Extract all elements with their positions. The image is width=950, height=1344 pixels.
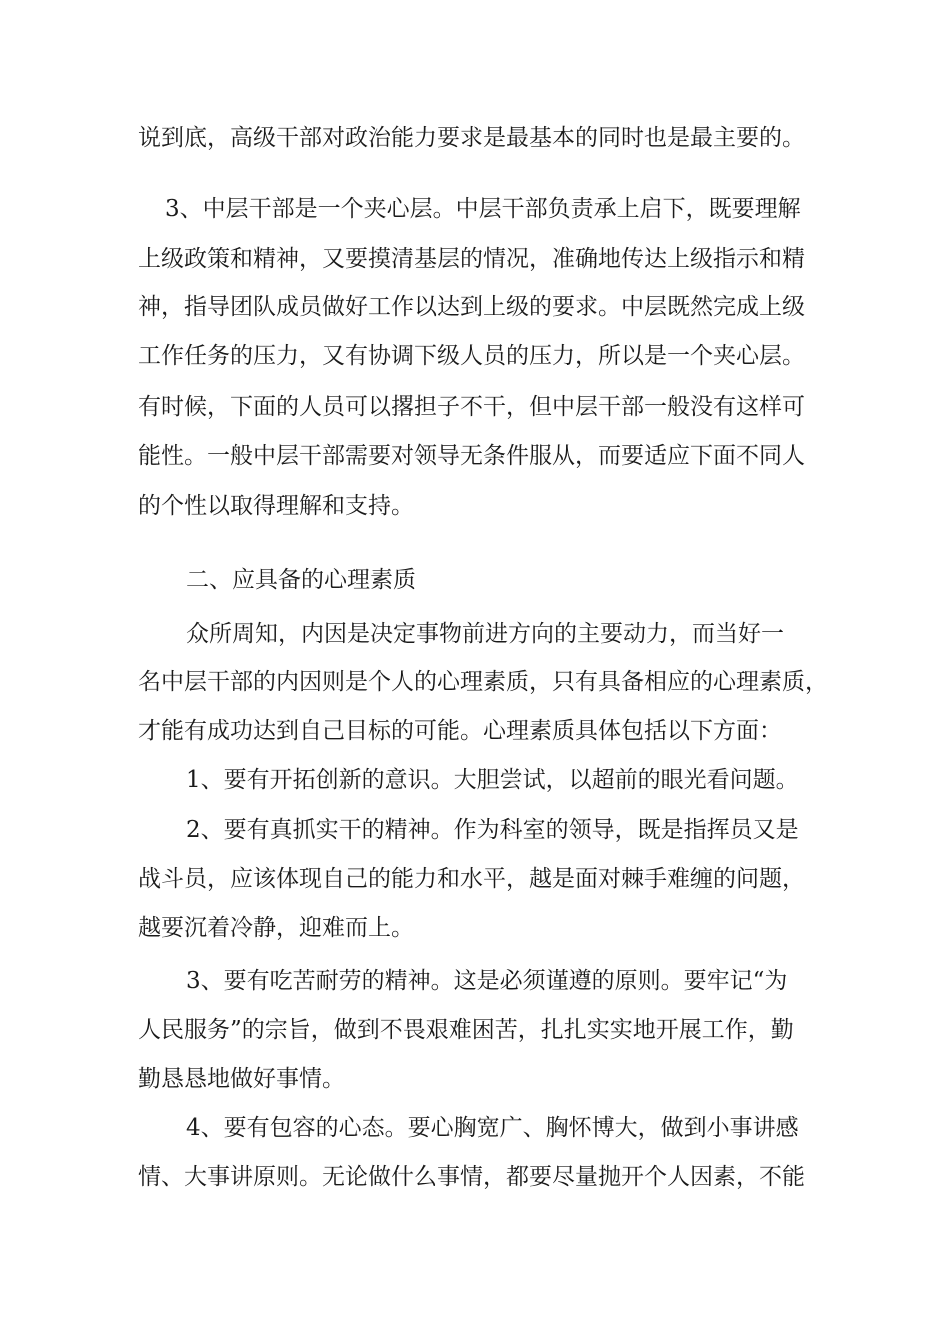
paragraph-line: 工作任务的压力，又有协调下级人员的压力，所以是一个夹心层。	[138, 343, 805, 369]
paragraph-line: 有时候，下面的人员可以撂担子不干，但中层干部一般没有这样可	[138, 394, 805, 420]
paragraph-line: 神，指导团队成员做好工作以达到上级的要求。中层既然完成上级	[138, 294, 805, 320]
paragraph-line: 说到底，高级干部对政治能力要求是最基本的同时也是最主要的。	[138, 125, 805, 151]
paragraph-line: 能性。一般中层干部需要对领导无条件服从，而要适应下面不同人	[138, 443, 805, 469]
list-item: 4、要有包容的心态。要心胸宽广、胸怀博大，做到小事讲感	[186, 1115, 799, 1141]
paragraph-line: 上级政策和精神，又要摸清基层的情况，准确地传达上级指示和精	[138, 246, 805, 272]
paragraph-line: 众所周知，内因是决定事物前进方向的主要动力，而当好一	[186, 621, 784, 647]
paragraph-line: 的个性以取得理解和支持。	[138, 493, 414, 519]
paragraph-line: 勤恳恳地做好事情。	[138, 1066, 345, 1092]
paragraph-line: 越要沉着冷静，迎难而上。	[138, 915, 414, 941]
list-item: 3、要有吃苦耐劳的精神。这是必须谨遵的原则。要牢记“为	[186, 968, 788, 994]
paragraph-line: 情、大事讲原则。无论做什么事情，都要尽量抛开个人因素，不能	[138, 1164, 805, 1190]
paragraph-line: 才能有成功达到自己目标的可能。心理素质具体包括以下方面：	[138, 718, 782, 744]
list-item: 2、要有真抓实干的精神。作为科室的领导，既是指挥员又是	[186, 817, 799, 843]
list-item: 1、要有开拓创新的意识。大胆尝试，以超前的眼光看问题。	[186, 767, 799, 793]
section-heading: 二、应具备的心理素质	[186, 567, 416, 593]
paragraph-line: 3、中层干部是一个夹心层。中层干部负责承上启下，既要理解	[165, 196, 801, 222]
paragraph-line: 名中层干部的内因则是个人的心理素质，只有具备相应的心理素质，	[138, 669, 828, 695]
paragraph-line: 战斗员，应该体现自己的能力和水平，越是面对棘手难缠的问题，	[138, 866, 805, 892]
paragraph-line: 人民服务”的宗旨，做到不畏艰难困苦，扎扎实实地开展工作，勤	[138, 1017, 794, 1043]
